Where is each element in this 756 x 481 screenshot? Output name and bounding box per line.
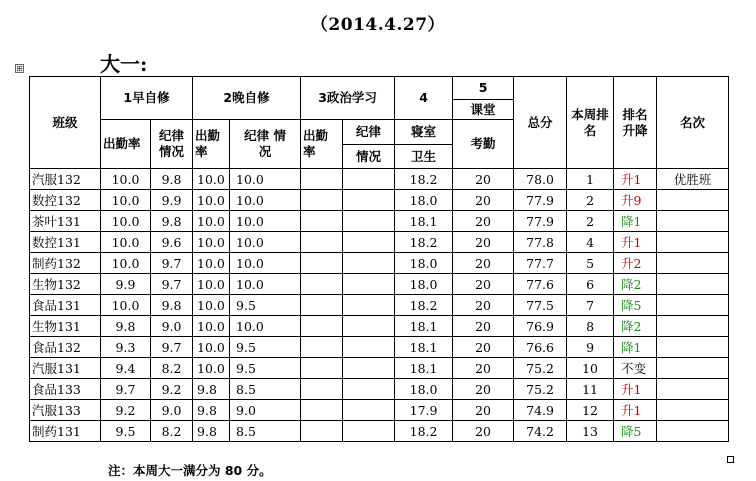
total-score-cell: 76.9 xyxy=(514,316,567,337)
morning-attendance-cell: 10.0 xyxy=(101,211,151,232)
political-attendance-cell xyxy=(301,337,343,358)
evening-attendance-cell: 10.0 xyxy=(193,253,230,274)
header-class-label: 课堂 xyxy=(453,99,513,119)
header-evening-attendance xyxy=(193,120,230,169)
evening-discipline-cell: 8.5 xyxy=(230,421,301,442)
evening-discipline-cell: 10.0 xyxy=(230,169,301,190)
evening-discipline-cell: 10.0 xyxy=(230,232,301,253)
morning-attendance-cell: 10.0 xyxy=(101,295,151,316)
total-score-cell: 75.2 xyxy=(514,358,567,379)
header-political-discipline: 纪律 xyxy=(343,120,395,145)
table-row xyxy=(30,379,729,400)
morning-attendance-cell: 10.0 xyxy=(101,190,151,211)
political-attendance-cell xyxy=(301,211,343,232)
morning-attendance-cell: 9.7 xyxy=(101,379,151,400)
class-cell: 汽服132 xyxy=(30,169,101,190)
political-attendance-cell xyxy=(301,358,343,379)
weekly-rank-cell: 2 xyxy=(567,190,614,211)
morning-discipline-cell: 9.7 xyxy=(151,337,193,358)
header-weekly-rank xyxy=(567,77,614,169)
political-attendance-cell xyxy=(301,190,343,211)
political-discipline-cell xyxy=(343,253,395,274)
weekly-rank-cell: 7 xyxy=(567,295,614,316)
morning-attendance-cell: 9.5 xyxy=(101,421,151,442)
morning-attendance-cell: 9.2 xyxy=(101,400,151,421)
morning-attendance-cell: 9.9 xyxy=(101,274,151,295)
total-score-cell: 77.9 xyxy=(514,211,567,232)
evening-attendance-cell: 9.8 xyxy=(193,400,230,421)
evening-discipline-cell: 8.5 xyxy=(230,379,301,400)
total-score-cell: 78.0 xyxy=(514,169,567,190)
morning-discipline-cell: 9.0 xyxy=(151,316,193,337)
political-discipline-cell xyxy=(343,316,395,337)
weekly-rank-cell: 13 xyxy=(567,421,614,442)
evening-attendance-cell: 9.8 xyxy=(193,379,230,400)
table-row xyxy=(30,190,729,211)
dorm-hygiene-cell: 18.0 xyxy=(395,274,453,295)
header-placement: 名次 xyxy=(657,77,729,169)
header-evening-study: 2晚自修 xyxy=(193,77,301,120)
weekly-rank-cell: 4 xyxy=(567,232,614,253)
evening-discipline-cell: 9.5 xyxy=(230,358,301,379)
evening-attendance-cell: 10.0 xyxy=(193,358,230,379)
dorm-hygiene-cell: 18.2 xyxy=(395,169,453,190)
evening-discipline-cell: 10.0 xyxy=(230,274,301,295)
morning-attendance-cell: 10.0 xyxy=(101,253,151,274)
class-cell: 数控131 xyxy=(30,232,101,253)
rank-change-cell: 升1 xyxy=(614,400,657,421)
evening-discipline-cell: 9.5 xyxy=(230,337,301,358)
morning-discipline-cell: 9.8 xyxy=(151,169,193,190)
class-attendance-cell: 20 xyxy=(453,232,514,253)
section-title: 大一: xyxy=(100,52,148,76)
class-attendance-cell: 20 xyxy=(453,253,514,274)
header-total: 总分 xyxy=(514,77,567,169)
header-political-attendance-line2: 率 xyxy=(303,144,316,159)
total-score-cell: 74.9 xyxy=(514,400,567,421)
header-evening-attendance-line1: 出勤 xyxy=(195,128,221,143)
morning-discipline-cell: 9.7 xyxy=(151,274,193,295)
evening-attendance-cell: 10.0 xyxy=(193,295,230,316)
weekly-rank-cell: 1 xyxy=(567,169,614,190)
class-cell: 制药132 xyxy=(30,253,101,274)
weekly-rank-cell: 12 xyxy=(567,400,614,421)
morning-attendance-cell: 9.3 xyxy=(101,337,151,358)
morning-discipline-cell: 9.0 xyxy=(151,400,193,421)
class-attendance-cell: 20 xyxy=(453,274,514,295)
morning-discipline-cell: 9.6 xyxy=(151,232,193,253)
morning-discipline-cell: 9.2 xyxy=(151,379,193,400)
rank-change-cell: 降1 xyxy=(614,211,657,232)
table-row xyxy=(30,232,729,253)
placement-cell xyxy=(657,274,729,295)
dorm-hygiene-cell: 18.2 xyxy=(395,295,453,316)
political-attendance-cell xyxy=(301,169,343,190)
dorm-hygiene-cell: 18.0 xyxy=(395,253,453,274)
class-attendance-cell: 20 xyxy=(453,316,514,337)
morning-discipline-cell: 9.8 xyxy=(151,211,193,232)
class-attendance-cell: 20 xyxy=(453,295,514,316)
morning-discipline-cell: 9.7 xyxy=(151,253,193,274)
rank-change-cell: 升9 xyxy=(614,190,657,211)
dorm-hygiene-cell: 18.1 xyxy=(395,316,453,337)
morning-attendance-cell: 10.0 xyxy=(101,169,151,190)
political-attendance-cell xyxy=(301,295,343,316)
weekly-rank-cell: 6 xyxy=(567,274,614,295)
evening-attendance-cell: 10.0 xyxy=(193,274,230,295)
class-attendance-cell: 20 xyxy=(453,190,514,211)
header-evening-attendance-line2: 率 xyxy=(195,144,208,159)
political-discipline-cell xyxy=(343,169,395,190)
class-attendance-cell: 20 xyxy=(453,211,514,232)
weekly-rank-cell: 2 xyxy=(567,211,614,232)
placement-cell xyxy=(657,421,729,442)
header-dorm-label: 寝室 xyxy=(395,120,453,145)
header-dorm-hygiene: 卫生 xyxy=(395,145,453,169)
evening-discipline-cell: 9.5 xyxy=(230,295,301,316)
placement-cell: 优胜班 xyxy=(657,169,729,190)
weekly-rank-cell: 8 xyxy=(567,316,614,337)
placement-cell xyxy=(657,232,729,253)
placement-cell xyxy=(657,316,729,337)
evening-discipline-cell: 10.0 xyxy=(230,211,301,232)
political-discipline-cell xyxy=(343,274,395,295)
header-rank-change xyxy=(614,77,657,169)
morning-discipline-cell: 8.2 xyxy=(151,421,193,442)
placement-cell xyxy=(657,379,729,400)
political-discipline-cell xyxy=(343,358,395,379)
evening-attendance-cell: 10.0 xyxy=(193,337,230,358)
dorm-hygiene-cell: 18.2 xyxy=(395,421,453,442)
rank-change-cell: 降5 xyxy=(614,421,657,442)
header-political-attendance xyxy=(301,120,343,169)
header-evening-discipline xyxy=(230,120,301,169)
total-score-cell: 74.2 xyxy=(514,421,567,442)
class-cell: 生物132 xyxy=(30,274,101,295)
placement-cell xyxy=(657,211,729,232)
total-score-cell: 77.7 xyxy=(514,253,567,274)
total-score-cell: 77.6 xyxy=(514,274,567,295)
class-cell: 汽服133 xyxy=(30,400,101,421)
morning-discipline-cell: 9.8 xyxy=(151,295,193,316)
table-row xyxy=(30,337,729,358)
rank-change-cell: 降1 xyxy=(614,337,657,358)
rank-change-cell: 降5 xyxy=(614,295,657,316)
political-discipline-cell xyxy=(343,295,395,316)
dorm-hygiene-cell: 18.1 xyxy=(395,337,453,358)
evening-attendance-cell: 10.0 xyxy=(193,232,230,253)
political-discipline-cell xyxy=(343,379,395,400)
political-attendance-cell xyxy=(301,400,343,421)
class-attendance-cell: 20 xyxy=(453,358,514,379)
weekly-rank-cell: 9 xyxy=(567,337,614,358)
placement-cell xyxy=(657,253,729,274)
placement-cell xyxy=(657,295,729,316)
dorm-hygiene-cell: 18.2 xyxy=(395,232,453,253)
header-morning-discipline-line1: 纪律 xyxy=(159,128,185,143)
total-score-cell: 77.9 xyxy=(514,190,567,211)
rank-change-cell: 升1 xyxy=(614,379,657,400)
evening-attendance-cell: 9.8 xyxy=(193,421,230,442)
evening-discipline-cell: 10.0 xyxy=(230,190,301,211)
header-rank-change-line2: 升降 xyxy=(622,122,648,138)
table-row xyxy=(30,400,729,421)
header-class-number: 5 xyxy=(478,80,488,95)
class-cell: 食品132 xyxy=(30,337,101,358)
rank-change-cell: 升1 xyxy=(614,232,657,253)
report-date-title: （2014.4.27） xyxy=(310,15,446,35)
weekly-rank-cell: 10 xyxy=(567,358,614,379)
class-cell: 食品131 xyxy=(30,295,101,316)
table-row xyxy=(30,358,729,379)
placement-cell xyxy=(657,358,729,379)
footnote: 注：本周大一满分为 80 分。 xyxy=(108,463,272,478)
header-political-study: 3政治学习 xyxy=(301,77,395,120)
evening-attendance-cell: 10.0 xyxy=(193,211,230,232)
header-morning-study: 1早自修 xyxy=(101,77,193,120)
header-morning-discipline-line2: 情况 xyxy=(159,144,185,159)
table-row xyxy=(30,211,729,232)
rank-change-cell: 降2 xyxy=(614,274,657,295)
class-cell: 食品133 xyxy=(30,379,101,400)
weekly-rank-cell: 5 xyxy=(567,253,614,274)
header-morning-discipline xyxy=(151,120,193,169)
class-attendance-cell: 20 xyxy=(453,169,514,190)
table-resize-handle[interactable] xyxy=(727,456,734,463)
header-weekly-rank-line2: 名 xyxy=(583,122,597,138)
header-rank-change-line1: 排名 xyxy=(622,106,648,122)
total-score-cell: 77.5 xyxy=(514,295,567,316)
dorm-hygiene-cell: 18.1 xyxy=(395,211,453,232)
political-discipline-cell xyxy=(343,421,395,442)
class-cell: 数控132 xyxy=(30,190,101,211)
table-move-handle-icon[interactable]: ⊞ xyxy=(16,64,23,73)
header-political-discipline-line2: 情况 xyxy=(343,145,395,169)
header-class: 班级 xyxy=(30,77,101,169)
dorm-hygiene-cell: 18.0 xyxy=(395,379,453,400)
rank-change-cell: 升2 xyxy=(614,253,657,274)
total-score-cell: 77.8 xyxy=(514,232,567,253)
rank-change-cell: 降2 xyxy=(614,316,657,337)
political-discipline-cell xyxy=(343,400,395,421)
class-attendance-cell: 20 xyxy=(453,379,514,400)
evening-discipline-cell: 10.0 xyxy=(230,253,301,274)
placement-cell xyxy=(657,337,729,358)
evening-attendance-cell: 10.0 xyxy=(193,190,230,211)
political-attendance-cell xyxy=(301,316,343,337)
evening-attendance-cell: 10.0 xyxy=(193,169,230,190)
header-morning-attendance: 出勤率 xyxy=(101,120,151,169)
morning-attendance-cell: 9.4 xyxy=(101,358,151,379)
weekly-rank-cell: 11 xyxy=(567,379,614,400)
dorm-hygiene-cell: 18.1 xyxy=(395,358,453,379)
table-row xyxy=(30,421,729,442)
political-attendance-cell xyxy=(301,253,343,274)
morning-discipline-cell: 9.9 xyxy=(151,190,193,211)
political-discipline-cell xyxy=(343,190,395,211)
political-attendance-cell xyxy=(301,232,343,253)
rank-change-cell: 升1 xyxy=(614,169,657,190)
total-score-cell: 76.6 xyxy=(514,337,567,358)
table-row xyxy=(30,253,729,274)
class-attendance-cell: 20 xyxy=(453,337,514,358)
table-row xyxy=(30,295,729,316)
header-political-attendance-line1: 出勤 xyxy=(303,128,329,143)
header-class-attendance-label: 考勤 xyxy=(453,120,514,169)
table-row xyxy=(30,169,729,190)
rank-change-cell: 不变 xyxy=(614,358,657,379)
score-table-body xyxy=(30,169,729,442)
evening-discipline-cell: 10.0 xyxy=(230,316,301,337)
dorm-hygiene-cell: 17.9 xyxy=(395,400,453,421)
header-evening-discipline-line1: 纪律 情 xyxy=(244,128,286,143)
header-class-attendance-number xyxy=(453,77,514,120)
total-score-cell: 75.2 xyxy=(514,379,567,400)
table-row xyxy=(30,316,729,337)
political-discipline-cell xyxy=(343,232,395,253)
morning-attendance-cell: 10.0 xyxy=(101,232,151,253)
class-attendance-cell: 20 xyxy=(453,421,514,442)
class-score-table xyxy=(29,76,729,442)
political-attendance-cell xyxy=(301,421,343,442)
header-weekly-rank-line1: 本周排 xyxy=(571,106,609,122)
header-evening-discipline-line2: 况 xyxy=(258,144,272,159)
class-cell: 制药131 xyxy=(30,421,101,442)
class-cell: 汽服131 xyxy=(30,358,101,379)
political-attendance-cell xyxy=(301,379,343,400)
table-row xyxy=(30,274,729,295)
political-attendance-cell xyxy=(301,274,343,295)
class-cell: 茶叶131 xyxy=(30,211,101,232)
political-discipline-cell xyxy=(343,337,395,358)
morning-discipline-cell: 8.2 xyxy=(151,358,193,379)
morning-attendance-cell: 9.8 xyxy=(101,316,151,337)
dorm-hygiene-cell: 18.0 xyxy=(395,190,453,211)
placement-cell xyxy=(657,400,729,421)
evening-attendance-cell: 10.0 xyxy=(193,316,230,337)
placement-cell xyxy=(657,190,729,211)
class-attendance-cell: 20 xyxy=(453,400,514,421)
evening-discipline-cell: 9.0 xyxy=(230,400,301,421)
class-cell: 生物131 xyxy=(30,316,101,337)
political-discipline-cell xyxy=(343,211,395,232)
header-dorm-number: 4 xyxy=(395,77,453,120)
